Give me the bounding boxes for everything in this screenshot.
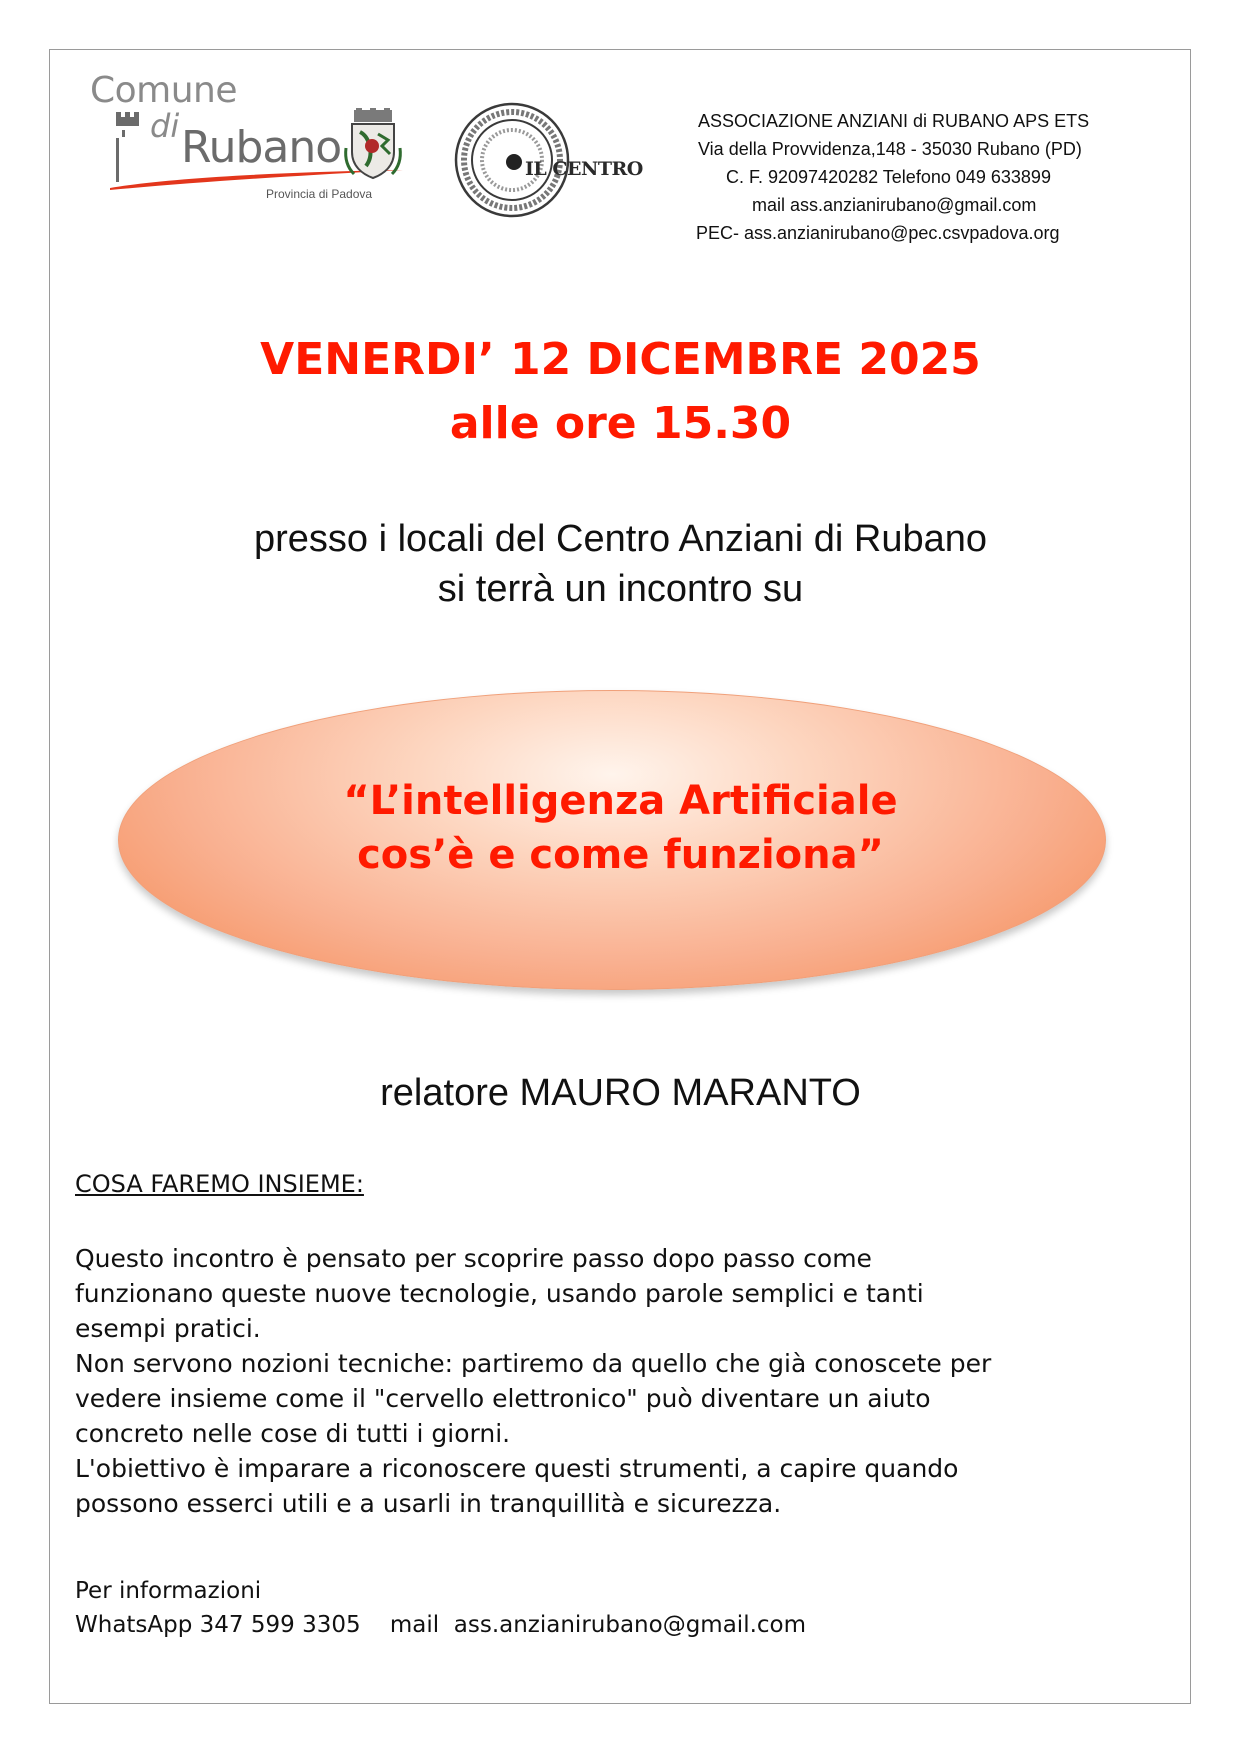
logo-word-comune: Comune — [90, 70, 238, 111]
association-pec: PEC- ass.anzianirubano@pec.csvpadova.org — [696, 223, 1060, 243]
body-line: Non servono nozioni tecniche: partiremo da quello che già conoscete per — [75, 1349, 992, 1378]
association-name: ASSOCIAZIONE ANZIANI di RUBANO APS ETS — [698, 111, 1090, 131]
event-intro-line-2: si terrà un incontro su — [437, 568, 804, 610]
association-fiscal-phone: C. F. 92097420282 Telefono 049 633899 — [726, 167, 1051, 187]
body-line: possono esserci utili e a usarli in tranquillità e sicurezza. — [75, 1489, 782, 1518]
topic-line-2: cos’è e come funziona” — [357, 832, 884, 878]
event-time: alle ore 15.30 — [449, 398, 792, 449]
stamp-label: IL CENTRO — [525, 158, 643, 180]
il-centro-stamp — [450, 100, 650, 220]
body-line: funzionano queste nuove tecnologie, usando parole semplici e tanti — [75, 1279, 924, 1308]
body-line: vedere insieme come il "cervello elettronico" può diventare un aiuto — [75, 1384, 931, 1413]
body-line: L'obiettivo è imparare a riconoscere questi strumenti, a capire quando — [75, 1454, 959, 1483]
event-intro-line-1: presso i locali del Centro Anziani di Rubano — [254, 518, 987, 560]
body-line: esempi pratici. — [75, 1314, 261, 1343]
event-date: VENERDI’ 12 DICEMBRE 2025 — [260, 334, 981, 385]
body-line: concreto nelle cose di tutti i giorni. — [75, 1419, 511, 1448]
association-address: Via della Provvidenza,148 - 35030 Rubano (PD) — [698, 139, 1082, 159]
logo-word-di: di — [150, 107, 180, 145]
info-label: Per informazioni — [75, 1578, 262, 1604]
topic-line-1: “L’intelligenza Artificiale — [343, 778, 898, 824]
section-heading: COSA FAREMO INSIEME: — [75, 1170, 364, 1198]
association-mail: mail ass.anzianirubano@gmail.com — [752, 195, 1037, 215]
speaker: relatore MAURO MARANTO — [380, 1072, 861, 1114]
body-line: Questo incontro è pensato per scoprire passo dopo passo come — [75, 1244, 872, 1273]
logo-province: Provincia di Padova — [266, 187, 373, 201]
logo-word-rubano: Rubano — [181, 122, 342, 173]
coat-of-arms-icon — [342, 108, 404, 180]
info-contact: WhatsApp 347 599 3305 mail ass.anzianirubano@gmail.com — [75, 1612, 807, 1638]
